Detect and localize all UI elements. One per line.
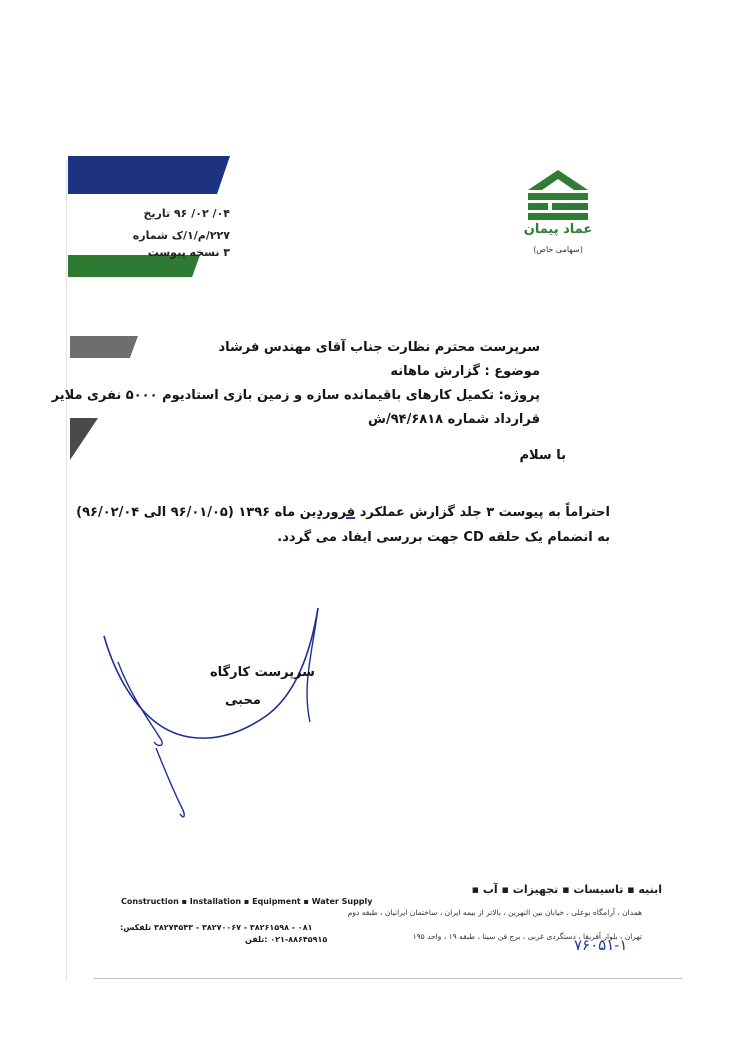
signatory-name: محبی xyxy=(225,693,261,708)
company-logo-icon xyxy=(520,168,596,226)
subject-line: موضوع : گزارش ماهانه xyxy=(390,364,540,379)
paragraph-part-b: ماه ۱۳۹۶ (۹۶/۰۱/۰۵ الی ۹۶/۰۲/۰۴) xyxy=(76,505,296,520)
letter-number: ۲۲۷/م/۱/ک شماره xyxy=(132,229,230,242)
footer-phones-hamedan: ۰۸۱ - ۳۸۲۶۱۵۹۸ - ۳۸۲۷۰۰۶۷ - ۳۸۲۷۴۵۴۳ تلفکس: xyxy=(120,923,313,932)
recipient-line: سرپرست محترم نظارت جناب آقای مهندس فرشاد xyxy=(218,340,540,355)
greeting: با سلام xyxy=(519,448,566,463)
header-blue-ribbon xyxy=(68,156,230,194)
body-paragraph-line-1 xyxy=(76,505,610,520)
body-paragraph-line-2: به انضمام یک حلقه CD جهت بررسی ایفاد می گردد. xyxy=(277,530,610,545)
company-type: (سهامی خاص) xyxy=(533,245,583,254)
side-decor-bar xyxy=(70,336,138,358)
footer-address-hamedan: همدان ، آرامگاه بوعلی ، خیابان بین النهرین ، بالاتر از بیمه ایران ، ساختمان ایرانیان ، طبقه دوم xyxy=(347,908,642,917)
side-decor-triangle xyxy=(70,418,98,460)
page-margin-line xyxy=(66,160,67,980)
handwritten-receipt-note: ۷۶۰۵۱-۱ xyxy=(574,936,628,954)
footer-phones-tehran: ۰۲۱-۸۸۶۴۵۹۱۵ :تلفن xyxy=(245,935,328,944)
contract-line: قرارداد شماره ۹۴/۶۸۱۸/ش xyxy=(368,412,540,427)
highlighted-month: فروردین xyxy=(299,505,356,520)
footer-services-en: Construction ▪ Installation ▪ Equipment ▪ Water Supply xyxy=(121,897,373,906)
company-name: عماد پیمان xyxy=(523,222,593,237)
project-line: پروژه: تکمیل کارهای باقیمانده سازه و زمین بازی استادیوم ۵۰۰۰ نفری ملایر xyxy=(51,388,540,403)
letter-date: ۰۴/ ۰۲/ ۹۶ تاریخ xyxy=(143,207,230,220)
signature-scribble-icon xyxy=(96,598,336,824)
signatory-title: سرپرست کارگاه xyxy=(210,665,315,680)
paragraph-part-a: احتراماً به پیوست ۳ جلد گزارش عملکرد xyxy=(359,505,610,520)
footer-address-tehran: تهران ، بلوار آفریقا ، دستگردی غربی ، برج فن سینا ، طبقه ۱۹ ، واحد ۱۹۵ xyxy=(412,932,642,941)
footer-margin-line xyxy=(94,978,682,979)
footer-services-fa: ابنیه ▪ تاسیسات ▪ تجهیزات ▪ آب ▪ xyxy=(471,883,662,896)
letter-attachment: ۳ نسخه پیوست xyxy=(147,246,230,259)
